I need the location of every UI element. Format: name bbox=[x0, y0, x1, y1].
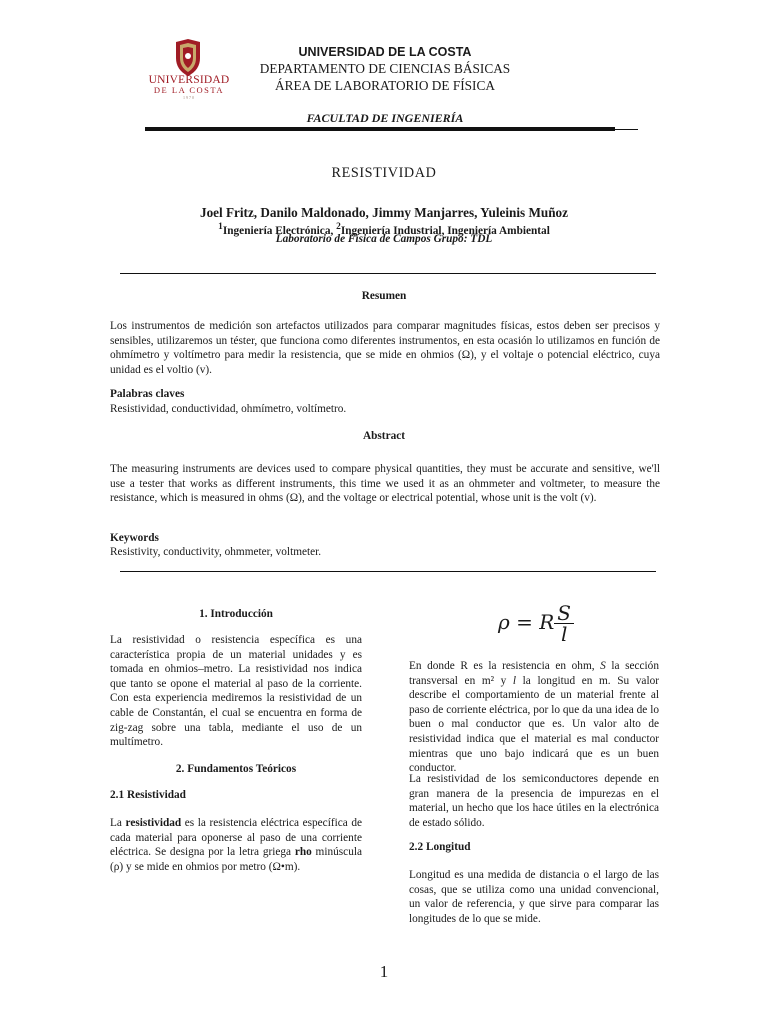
resistividad-text-2: es la resistencia eléctrica específica de cada material para oponerse al paso de una corriente eléctrica. Se designa por la letra griega bbox=[110, 817, 363, 859]
longitud-body: Longitud es una medida de distancia o el largo de las cosas, que se utiliza como una unidad convencional, un valor de referencia, y que sirve para comparar las longitudes de lo que se mide. bbox=[409, 869, 659, 925]
affiliation-1: Ingeniería Electrónica, bbox=[222, 224, 337, 237]
university-name: UNIVERSIDAD DE LA COSTA bbox=[298, 45, 472, 59]
rho-term: rho bbox=[294, 846, 312, 859]
faculty-name: FACULTAD DE INGENIERÍA bbox=[306, 111, 464, 125]
fundamentos-heading: 2. Fundamentos Teóricos bbox=[175, 763, 297, 775]
formula-desc-3: la longitud en m. Su valor describe el comportamiento de un material frente al paso de corriente eléctrica, por lo que da una idea de lo buen o mal conductor que es. Un valor alto de resistividad indica que el material es mal conductor mientras que uno bajo indicará que es un buen conductor. bbox=[409, 674, 659, 775]
logo-line-1: UNIVERSIDAD bbox=[148, 74, 230, 86]
resumen-keywords-title: Palabras claves bbox=[110, 388, 185, 400]
page-number: 1 bbox=[379, 962, 389, 981]
formula-lhs: ρ = R bbox=[498, 610, 555, 634]
resumen-body: Los instrumentos de medición son artefactos utilizados para comparar magnitudes físicas, estos deben ser precisos y sensibles, utilizaremos un téster, que funciona como diferentes instrumentos, en esta ocasión lo utilizamos en función de ohmímetro y voltímetro para medir la resistencia, que se mide en ohmios (Ω), y el voltaje o potencial eléctrico, cuya unidad es el voltio (v). bbox=[110, 320, 660, 376]
abstract-heading: Abstract bbox=[362, 430, 406, 442]
intro-body: La resistividad o resistencia específica es una característica propia de un material unidades y es tomada en ohmios–metro. La resistividad nos indica que tanto se opone el material al paso de la corriente. Con esta experiencia mediremos la resistividad de un cable de Constantán, el cual se encuentra en forma de zig-zag sobre una tabla, mediante el uso de un multímetro. bbox=[110, 634, 362, 749]
abstract-keywords-title: Keywords bbox=[110, 532, 159, 544]
abstract-body: The measuring instruments are devices used to compare physical quantities, they must be accurate and sensitive, we'll use a tester that works as different instruments, this time we used it as an ohmmeter and voltmeter, to measure the resistance, which is measured in ohms (Ω), and the voltage or electrical potential, whose unit is the volt (v). bbox=[110, 463, 660, 505]
formula-desc-2: la sección transversal en m² y bbox=[409, 660, 659, 687]
section-divider bbox=[120, 571, 656, 572]
formula-denominator: l bbox=[560, 622, 568, 646]
abstract-keywords: Resistivity, conductivity, ohmmeter, voltmeter. bbox=[110, 546, 322, 558]
intro-heading: 1. Introducción bbox=[199, 608, 273, 620]
affiliation-2: Ingeniería Industrial, Ingeniería Ambiental bbox=[340, 224, 550, 237]
lab-group: Laboratorio de Física de Campos Grupo: TDL bbox=[275, 233, 493, 245]
resumen-heading: Resumen bbox=[361, 290, 407, 302]
affiliation-marker-2: 2 bbox=[336, 222, 341, 232]
resistividad-text-1: La bbox=[110, 817, 126, 829]
resistividad-body bbox=[110, 816, 362, 874]
formula-desc-1: En donde R es la resistencia en ohm, bbox=[409, 660, 601, 672]
area-name: ÁREA DE LABORATORIO DE FÍSICA bbox=[275, 78, 495, 93]
resistividad-text-3: minúscula (ρ) y se mide en ohmios por metro (Ω•m). bbox=[110, 846, 362, 873]
resumen-keywords: Resistividad, conductividad, ohmímetro, voltímetro. bbox=[110, 403, 347, 415]
resistivity-formula bbox=[498, 603, 574, 644]
longitud-subheading: 2.2 Longitud bbox=[409, 841, 471, 853]
formula-fraction bbox=[554, 603, 574, 644]
paper-authors: Joel Fritz, Danilo Maldonado, Jimmy Manjarres, Yuleinis Muñoz bbox=[199, 205, 569, 220]
formula-desc-l: l bbox=[512, 674, 517, 687]
logo-line-3: 1970 bbox=[183, 95, 195, 100]
resistividad-subheading: 2.1 Resistividad bbox=[110, 789, 186, 801]
affiliation-marker-1: 1 bbox=[218, 222, 223, 232]
semiconductors-paragraph: La resistividad de los semiconductores depende en gran manera de la presencia de impurezas en el material, un hecho que los hace útiles en la electrónica de estado sólido. bbox=[409, 773, 659, 829]
formula-description bbox=[409, 659, 659, 776]
university-logo-text bbox=[146, 75, 232, 100]
formula-desc-s: S bbox=[600, 660, 606, 672]
logo-line-2: DE LA COSTA bbox=[153, 85, 225, 95]
department-name: DEPARTAMENTO DE CIENCIAS BÁSICAS bbox=[259, 61, 511, 76]
paper-title: RESISTIVIDAD bbox=[331, 165, 437, 181]
section-divider bbox=[120, 273, 656, 274]
header-rule-thin bbox=[145, 129, 638, 130]
resistividad-term: resistividad bbox=[125, 817, 182, 829]
formula-numerator: S bbox=[554, 603, 574, 624]
